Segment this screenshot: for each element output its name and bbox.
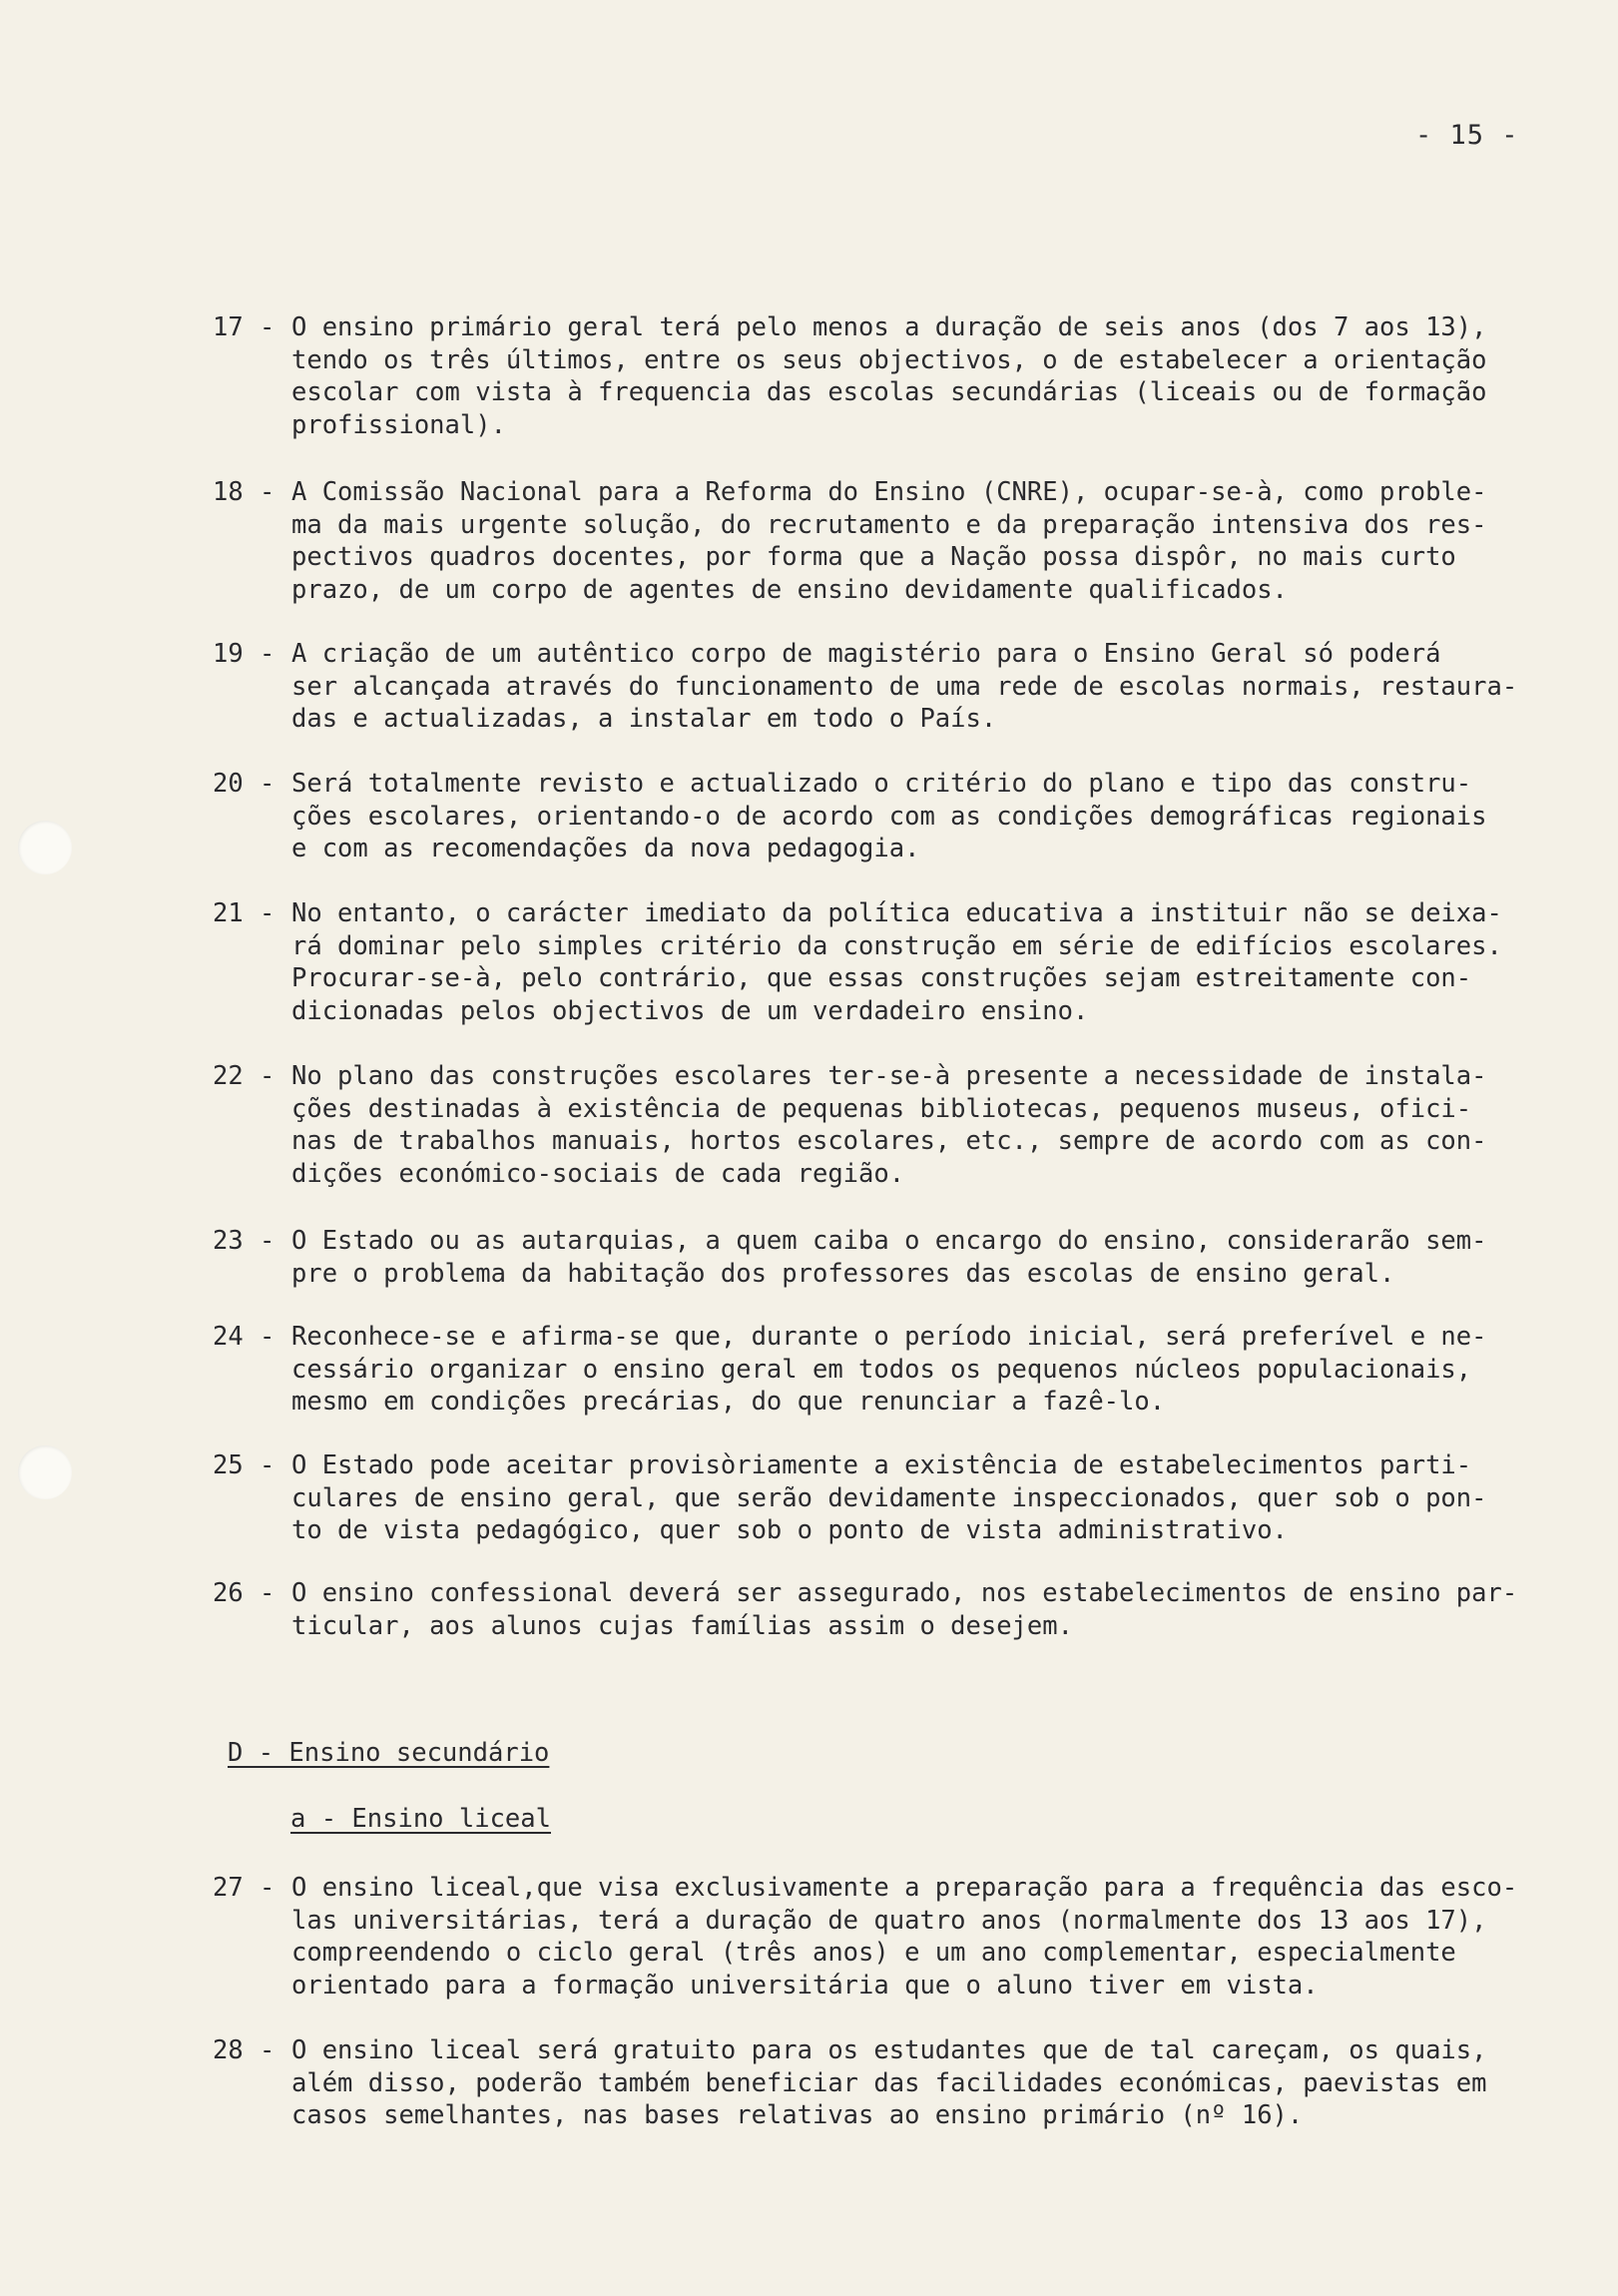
paragraph-dash: - <box>260 1226 275 1256</box>
paragraph-dash: - <box>260 1873 275 1903</box>
punch-hole <box>18 1445 72 1499</box>
paragraph-dash: - <box>260 312 275 342</box>
numbered-paragraph <box>213 1449 1555 1547</box>
paragraph-dash: - <box>260 1322 275 1352</box>
paragraph-text: O ensino primário geral terá pelo menos a duração de seis anos (dos 7 aos 13), tendo os três últimos, entre os seus objectivos, o de estabelecer a orientação escolar com vista à frequencia das escolas secundárias (liceais ou de formação profissional). <box>291 312 1487 440</box>
punch-hole <box>18 821 72 874</box>
paragraph-number: 23 <box>213 1226 244 1256</box>
numbered-paragraph <box>213 1060 1555 1190</box>
paragraph-number: 26 <box>213 1578 244 1608</box>
paragraph-number: 20 <box>213 769 244 799</box>
paragraph-dash: - <box>260 1450 275 1480</box>
paragraph-dash: - <box>260 769 275 799</box>
numbered-paragraph <box>213 1577 1555 1642</box>
section-heading: D - Ensino secundário <box>228 1738 550 1768</box>
paragraph-number: 19 <box>213 639 244 669</box>
numbered-paragraph <box>213 1321 1555 1419</box>
paragraph-text: O ensino confessional deverá ser assegurado, nos estabelecimentos de ensino par- ticular, aos alunos cujas famílias assim o desejem. <box>291 1578 1518 1641</box>
subsection-heading: a - Ensino liceal <box>290 1804 551 1834</box>
paragraph-text: O ensino liceal será gratuito para os estudantes que de tal careçam, os quais, além disso, poderão também beneficiar das facilidades económicas, paevistas em casos semelhantes, nas bases relativas ao ensino primário (nº 16). <box>291 2035 1487 2130</box>
paragraph-text: O Estado ou as autarquias, a quem caiba o encargo do ensino, considerarão sem- pre o problema da habitação dos professores das escolas de ensino geral. <box>291 1226 1487 1289</box>
paragraph-text: A Comissão Nacional para a Reforma do Ensino (CNRE), ocupar-se-à, como proble- ma da mais urgente solução, do recrutamento e da preparação intensiva dos res- pectivos quadros docentes, por forma que a Nação possa dispôr, no mais curto prazo, de um corpo de agentes de ensino devidamente qualificados. <box>291 477 1487 605</box>
paragraph-number: 17 <box>213 312 244 342</box>
numbered-paragraph <box>213 1872 1555 2002</box>
paragraph-number: 24 <box>213 1322 244 1352</box>
numbered-paragraph <box>213 311 1555 441</box>
page-number: - 15 - <box>1415 120 1519 151</box>
paragraph-number: 25 <box>213 1450 244 1480</box>
numbered-paragraph <box>213 897 1555 1027</box>
paragraph-dash: - <box>260 639 275 669</box>
paragraph-number: 27 <box>213 1873 244 1903</box>
paragraph-number: 28 <box>213 2035 244 2065</box>
paragraph-text: Será totalmente revisto e actualizado o critério do plano e tipo das constru- ções escolares, orientando-o de acordo com as condições demográficas regionais e com as recomendações da nova pedagogia. <box>291 769 1487 863</box>
paragraph-dash: - <box>260 898 275 928</box>
numbered-paragraph <box>213 476 1555 606</box>
paragraph-dash: - <box>260 477 275 507</box>
numbered-paragraph <box>213 2034 1555 2132</box>
paragraph-text: O ensino liceal,que visa exclusivamente a preparação para a frequência das esco- las universitárias, terá a duração de quatro anos (normalmente dos 13 aos 17), compreendendo o ciclo geral (três anos) e um ano complementar, especialmente orientado para a formação universitária que o aluno tiver em vista. <box>291 1873 1518 2001</box>
paragraph-number: 21 <box>213 898 244 928</box>
paragraph-text: No entanto, o carácter imediato da política educativa a instituir não se deixa- rá dominar pelo simples critério da construção em série de edifícios escolares. Procurar-se-à, pelo contrário, que essas construções sejam estreitamente con- dicionadas pelos objectivos de um verdadeiro ensino. <box>291 898 1502 1026</box>
paragraph-text: No plano das construções escolares ter-se-à presente a necessidade de instala- ções destinadas à existência de pequenas bibliotecas, pequenos museus, ofici- nas de trabalhos manuais, hortos escolares, etc., sempre de acordo com as con- dições económico-sociais de cada região. <box>291 1061 1487 1189</box>
numbered-paragraph <box>213 638 1555 736</box>
paragraph-number: 18 <box>213 477 244 507</box>
paragraph-text: Reconhece-se e afirma-se que, durante o período inicial, será preferível e ne- cessário organizar o ensino geral em todos os pequenos núcleos populacionais, mesmo em condições precárias, do que renunciar a fazê-lo. <box>291 1322 1487 1417</box>
numbered-paragraph <box>213 1225 1555 1290</box>
numbered-paragraph <box>213 768 1555 865</box>
paragraph-text: A criação de um autêntico corpo de magistério para o Ensino Geral só poderá ser alcançada através do funcionamento de uma rede de escolas normais, restaura- das e actualizadas, a instalar em todo o País. <box>291 639 1518 734</box>
paragraph-number: 22 <box>213 1061 244 1091</box>
paragraph-dash: - <box>260 2035 275 2065</box>
paragraph-text: O Estado pode aceitar provisòriamente a existência de estabelecimentos parti- culares de ensino geral, que serão devidamente inspeccionados, quer sob o pon- to de vista pedagógico, quer sob o ponto de vista administrativo. <box>291 1450 1487 1545</box>
paragraph-dash: - <box>260 1578 275 1608</box>
paragraph-dash: - <box>260 1061 275 1091</box>
